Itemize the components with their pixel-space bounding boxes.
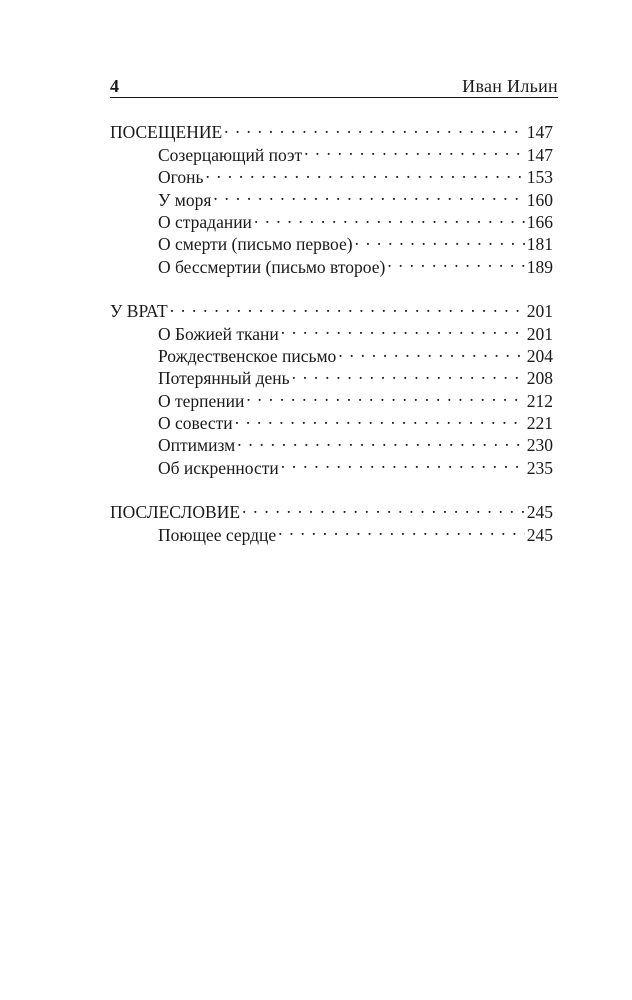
- dot-leader: [278, 518, 525, 540]
- toc-entry-title: Огонь: [158, 167, 204, 188]
- toc-entry-title: ПОСЛЕСЛОВИЕ: [110, 502, 241, 523]
- toc-entry-title: Поющее сердце: [158, 524, 277, 545]
- toc-entry-title: О терпении: [158, 390, 245, 411]
- dot-leader: [355, 228, 525, 250]
- header-divider: [110, 97, 558, 98]
- toc-entry-title: О совести: [158, 413, 233, 434]
- toc-entry-page: 204: [526, 345, 553, 366]
- page-number: 4: [110, 76, 119, 96]
- toc-entry-title: Созерцающий поэт: [158, 144, 303, 165]
- toc-entry-title: У ВРАТ: [110, 301, 168, 322]
- toc-entry[interactable]: [110, 317, 553, 344]
- dot-leader: [205, 161, 524, 183]
- toc-section-poseshchenie: [110, 116, 553, 277]
- dot-leader: [281, 317, 525, 339]
- toc-entry-page: 235: [526, 457, 553, 478]
- table-of-contents: [110, 116, 553, 563]
- toc-entry-page: 201: [526, 301, 553, 322]
- toc-entry[interactable]: [110, 295, 553, 322]
- toc-entry[interactable]: [110, 116, 553, 143]
- dot-leader: [254, 206, 525, 228]
- toc-entry-title: Оптимизм: [158, 435, 236, 456]
- toc-entry-title: У моря: [158, 189, 212, 210]
- dot-leader: [281, 451, 525, 473]
- toc-entry-title: Об искренности: [158, 457, 279, 478]
- toc-section-posleslovie: [110, 496, 553, 545]
- toc-entry-title: Рождественское письмо: [158, 345, 337, 366]
- dot-leader: [246, 384, 524, 406]
- toc-entry[interactable]: [110, 496, 553, 523]
- dot-leader: [170, 295, 525, 317]
- toc-entry-page: 221: [526, 413, 553, 434]
- toc-entry-title: О страдании: [158, 211, 252, 232]
- toc-entry-page: 147: [526, 122, 553, 143]
- dot-leader: [242, 496, 525, 518]
- toc-entry-page: 160: [526, 189, 553, 210]
- dot-leader: [224, 116, 525, 138]
- toc-entry-page: 189: [526, 256, 553, 277]
- dot-leader: [338, 340, 524, 362]
- toc-entry-title: ПОСЕЩЕНИЕ: [110, 122, 223, 143]
- toc-entry-title: О Божией ткани: [158, 323, 279, 344]
- dot-leader: [292, 362, 525, 384]
- running-title: Иван Ильин: [462, 76, 558, 96]
- dot-leader: [213, 183, 524, 205]
- toc-entry-page: 166: [526, 211, 553, 232]
- dot-leader: [235, 407, 525, 429]
- toc-entry-page: 230: [526, 435, 553, 456]
- toc-entry-page: 181: [526, 234, 553, 255]
- toc-entry-title: Потерянный день: [158, 368, 290, 389]
- page-header: [110, 76, 558, 98]
- toc-entry-page: 245: [526, 524, 553, 545]
- toc-entry-page: 153: [526, 167, 553, 188]
- toc-entry-page: 212: [526, 390, 553, 411]
- toc-entry-page: 201: [526, 323, 553, 344]
- toc-entry-title: О бессмертии (письмо второе): [158, 256, 386, 277]
- toc-entry-page: 208: [526, 368, 553, 389]
- toc-entry-title: О смерти (письмо первое): [158, 234, 353, 255]
- toc-entry-page: 147: [526, 144, 553, 165]
- toc-entry-page: 245: [526, 502, 553, 523]
- toc-section-u-vrat: [110, 295, 553, 478]
- dot-leader: [304, 138, 525, 160]
- dot-leader: [237, 429, 525, 451]
- dot-leader: [387, 250, 524, 272]
